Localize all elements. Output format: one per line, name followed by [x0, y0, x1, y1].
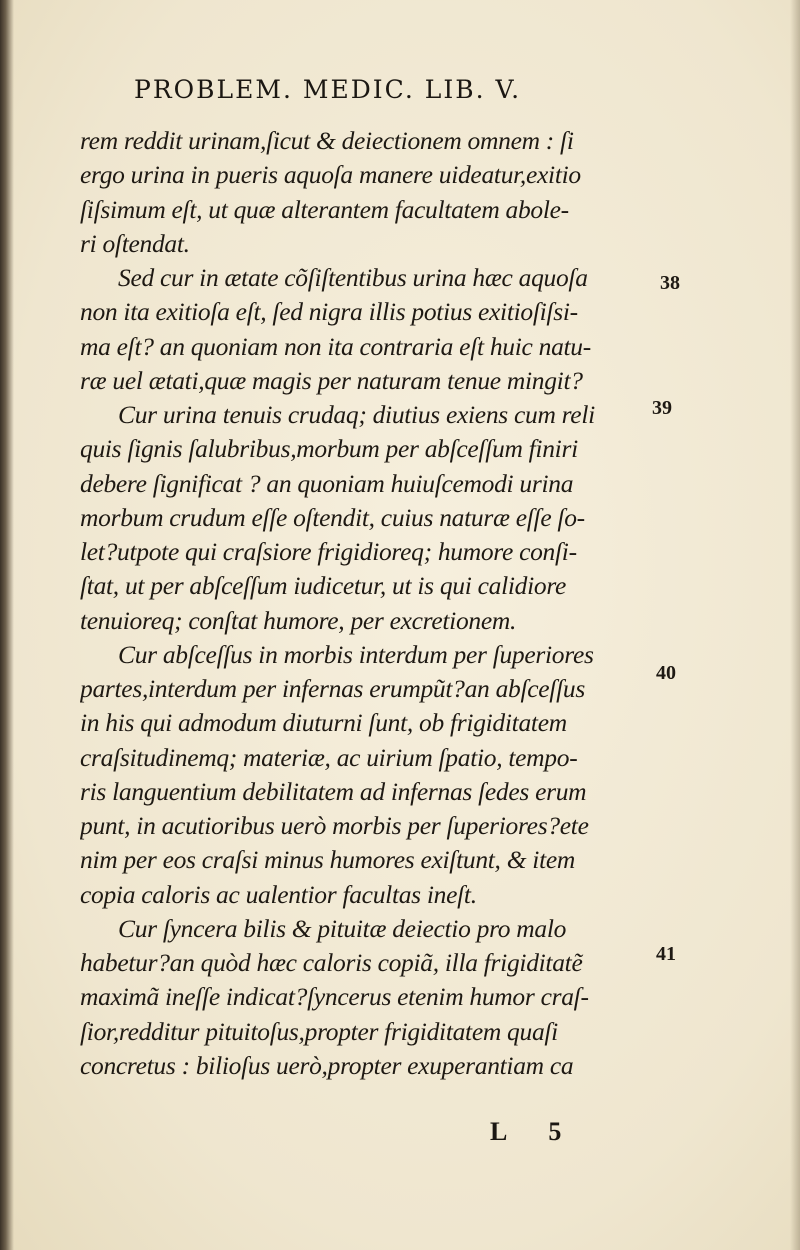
text-line: Cur abſceſſus in morbis interdum per ſuperiores — [118, 639, 594, 669]
body-text — [80, 124, 640, 1083]
text-line: ris languentium debilitatem ad infernas ſedes erum — [80, 776, 587, 806]
text-line: morbum crudum eſſe oſtendit, cuius naturæ eſſe ſo- — [80, 502, 585, 532]
text-line: copia caloris ac ualentior facultas ineſt. — [80, 879, 477, 909]
text-line: Sed cur in ætate cõſiſtentibus urina hæc aquoſa — [118, 263, 588, 292]
text-line: ri oſtendat. — [80, 228, 190, 258]
text-line: partes,interdum per infernas erumpũt?an abſceſſus — [80, 674, 585, 703]
text-line: tenuioreq; conſtat humore, per excretionem. — [80, 605, 517, 635]
text-line: ergo urina in pueris aquoſa manere uideatur,exitio — [80, 160, 581, 190]
text-line: nim per eos craſsi minus humores exiſtunt, & item — [80, 845, 576, 875]
margin-number: 39 — [652, 397, 672, 419]
text-line: Cur ſyncera bilis & pituitæ deiectio pro malo — [118, 913, 567, 943]
signature-mark: L 5 — [490, 1117, 580, 1146]
text-line: punt, in acutioribus uerò morbis per ſuperiores?ete — [80, 811, 589, 840]
text-line: rem reddit urinam,ſicut & deiectionem omnem : ſi — [80, 126, 574, 155]
text-line: non ita exitioſa eſt, ſed nigra illis potius exitioſiſsi- — [80, 297, 578, 327]
text-line: ſtat, ut per abſceſſum iudicetur, ut is qui calidiore — [80, 571, 567, 601]
text-line: maximã ineſſe indicat?ſyncerus etenim humor craſ- — [80, 982, 589, 1012]
text-line: debere ſignificat ? an quoniam huiuſcemodi urina — [80, 468, 574, 498]
text-line: let?utpote qui craſsiore frigidioreq; humore conſi- — [80, 537, 577, 566]
text-line: ſiſsimum eſt, ut quæ alterantem facultatem abole- — [80, 194, 569, 224]
text-line: ma eſt? an quoniam non ita contraria eſt huic natu- — [80, 331, 591, 361]
text-line: concretus : bilioſus uerò,propter exuperantiam ca — [80, 1050, 574, 1080]
margin-number: 40 — [656, 662, 676, 684]
text-line: Cur urina tenuis crudaq; diutius exiens cum reli — [118, 400, 595, 429]
text-line: habetur?an quòd hæc caloris copiã, illa frigiditatẽ — [80, 948, 583, 977]
running-head: PROBLEM. MEDIC. LIB. V. — [134, 75, 522, 104]
text-line: quis ſignis ſalubribus,morbum per abſceſſum finiri — [80, 434, 578, 464]
margin-number: 38 — [660, 272, 680, 294]
text-line: in his qui admodum diuturni ſunt, ob frigiditatem — [80, 708, 567, 738]
text-line: craſsitudinemq; materiæ, ac uirium ſpatio, tempo- — [80, 742, 578, 772]
margin-number: 41 — [656, 943, 676, 965]
text-line: ſior,redditur pituitoſus,propter frigiditatem quaſi — [80, 1016, 558, 1046]
text-line: ræ uel ætati,quæ magis per naturam tenue mingit? — [80, 365, 583, 395]
